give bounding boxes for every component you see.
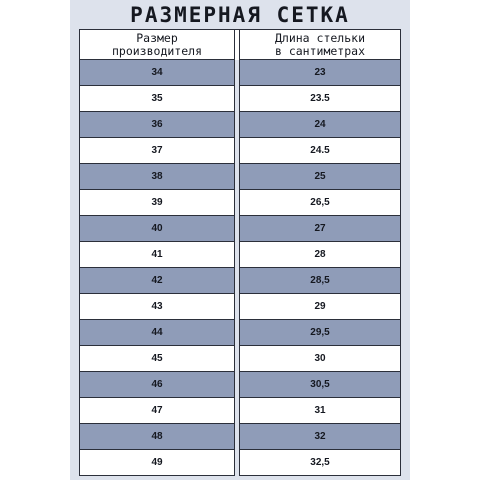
length-cell: 23.5: [239, 86, 401, 112]
table-row: [79, 294, 401, 320]
table-row: [79, 164, 401, 190]
table-row: [79, 190, 401, 216]
size-cell: 35: [79, 86, 235, 112]
table-row: [79, 112, 401, 138]
length-cell: 23: [239, 60, 401, 86]
size-cell: 41: [79, 242, 235, 268]
table-body: [79, 60, 401, 476]
header-insole-length: [239, 30, 401, 60]
length-cell: 30,5: [239, 372, 401, 398]
length-cell: 24.5: [239, 138, 401, 164]
size-cell: 46: [79, 372, 235, 398]
length-cell: 30: [239, 346, 401, 372]
table-row: [79, 60, 401, 86]
size-cell: 40: [79, 216, 235, 242]
size-cell: 44: [79, 320, 235, 346]
table-row: [79, 398, 401, 424]
length-cell: 29,5: [239, 320, 401, 346]
length-cell: 31: [239, 398, 401, 424]
table-row: [79, 86, 401, 112]
length-cell: 24: [239, 112, 401, 138]
size-cell: 34: [79, 60, 235, 86]
length-cell: 26,5: [239, 190, 401, 216]
size-cell: 39: [79, 190, 235, 216]
table-header-row: [79, 30, 401, 60]
size-cell: 49: [79, 450, 235, 476]
size-cell: 36: [79, 112, 235, 138]
size-cell: 45: [79, 346, 235, 372]
table-row: [79, 268, 401, 294]
length-cell: 29: [239, 294, 401, 320]
size-table: [79, 29, 401, 476]
table-row: [79, 242, 401, 268]
size-cell: 38: [79, 164, 235, 190]
table-row: [79, 346, 401, 372]
table-row: [79, 216, 401, 242]
header-manufacturer-size: [79, 30, 235, 60]
table-row: [79, 138, 401, 164]
table-row: [79, 450, 401, 476]
table-row: [79, 320, 401, 346]
table-row: [79, 424, 401, 450]
header-manufacturer-size-line2: производителя: [111, 43, 202, 58]
header-insole-length-line1: Длина стельки: [274, 30, 365, 45]
length-cell: 27: [239, 216, 401, 242]
length-cell: 32,5: [239, 450, 401, 476]
length-cell: 28: [239, 242, 401, 268]
header-insole-length-line2: в сантиметрах: [274, 43, 365, 58]
size-cell: 43: [79, 294, 235, 320]
header-manufacturer-size-line1: Размер: [136, 30, 178, 45]
length-cell: 28,5: [239, 268, 401, 294]
size-cell: 47: [79, 398, 235, 424]
size-cell: 48: [79, 424, 235, 450]
size-cell: 42: [79, 268, 235, 294]
page-title: РАЗМЕРНАЯ СЕТКА: [130, 3, 350, 27]
length-cell: 25: [239, 164, 401, 190]
table-row: [79, 372, 401, 398]
size-cell: 37: [79, 138, 235, 164]
length-cell: 32: [239, 424, 401, 450]
